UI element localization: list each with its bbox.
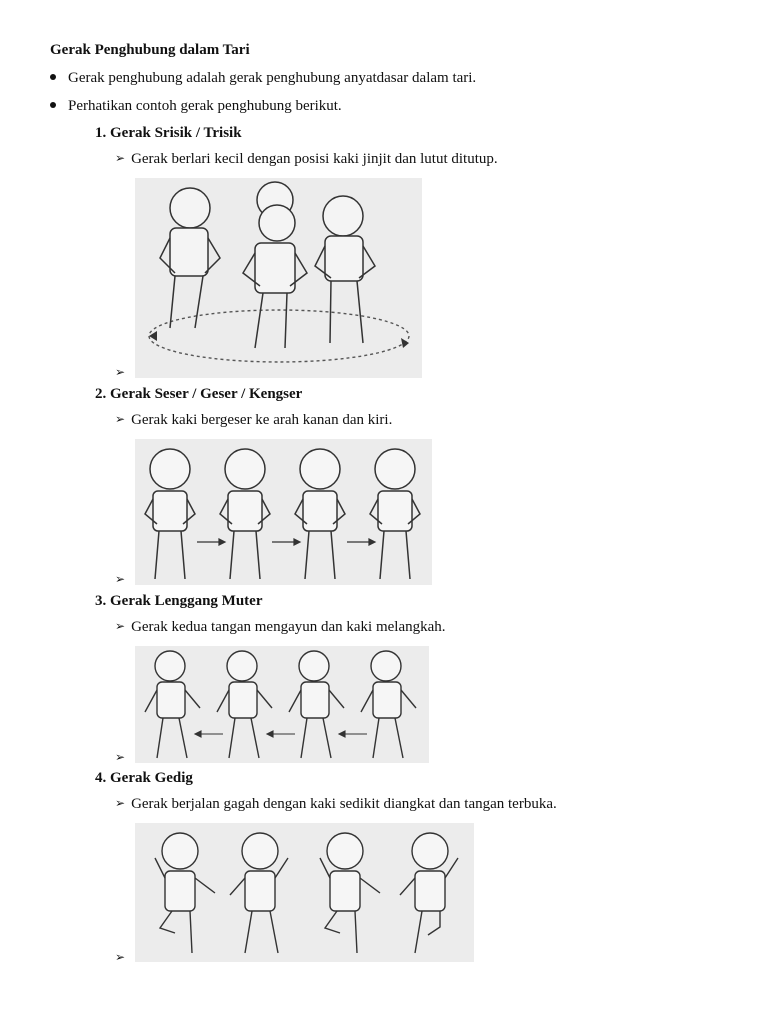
section-description-lenggang [115,619,446,636]
arrow-bullet-icon: ➢ [115,619,126,633]
section-description-srisik [115,151,498,168]
illustration-seser [135,439,432,585]
arrow-bullet-icon: ➢ [115,151,126,165]
description-text: Gerak berjalan gagah dengan kaki sedikit diangkat dan tangan terbuka. [131,796,557,812]
arrow-bullet-icon: ➢ [115,796,126,810]
bullet-item-intro [50,98,342,115]
bullet-dot-icon [50,102,56,108]
arrow-bullet-icon: ➢ [115,365,126,379]
arrow-bullet-icon: ➢ [115,412,126,426]
section-description-seser [115,412,392,429]
illustration-srisik [135,178,422,378]
arrow-bullet-icon: ➢ [115,750,126,764]
section-heading-seser: 2. Gerak Seser / Geser / Kengser [95,386,303,402]
bullet-item-definition [50,70,476,87]
description-text: Gerak berlari kecil dengan posisi kaki jinjit dan lutut ditutup. [131,151,498,167]
section-heading-srisik: 1. Gerak Srisik / Trisik [95,125,242,141]
section-description-gedig [115,796,557,813]
illustration-gedig [135,823,474,962]
bullet-dot-icon [50,74,56,80]
bullet-text: Perhatikan contoh gerak penghubung berikut. [68,98,342,114]
description-text: Gerak kaki bergeser ke arah kanan dan kiri. [131,412,393,428]
section-heading-gedig: 4. Gerak Gedig [95,770,193,786]
arrow-bullet-icon: ➢ [115,950,126,964]
section-heading-lenggang: 3. Gerak Lenggang Muter [95,593,263,609]
arrow-bullet-icon: ➢ [115,572,126,586]
bullet-text: Gerak penghubung adalah gerak penghubung anyatdasar dalam tari. [68,70,477,86]
illustration-lenggang-muter [135,646,429,763]
description-text: Gerak kedua tangan mengayun dan kaki melangkah. [131,619,446,635]
page-title: Gerak Penghubung dalam Tari [50,42,250,58]
